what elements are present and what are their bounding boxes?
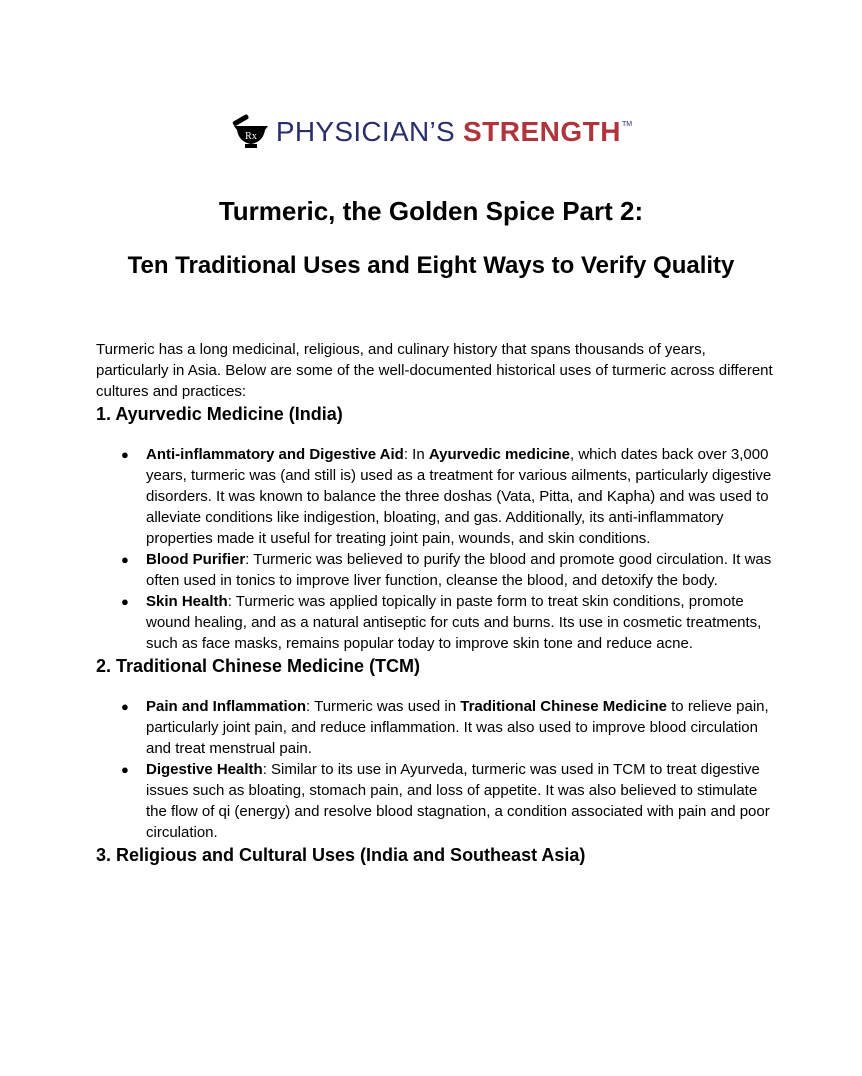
list-item: ● Digestive Health: Similar to its use in Ayurveda, turmeric was used in TCM to treat digestive issues such as bloating, stomach pain, and loss of appetite. It was also believed to stimulate the flow of qi (energy) and resolve blood stagnation, a condition associated with pain and poor circulation. xyxy=(121,761,770,841)
document-title: Turmeric, the Golden Spice Part 2: xyxy=(218,196,644,226)
brand-name-part2: STRENGTH xyxy=(463,116,621,147)
list-item: ● Pain and Inflammation: Turmeric was used in Traditional Chinese Medicine to relieve pain, particularly joint pain, and reduce inflammation. It was also used to improve blood circulation and treat menstrual pain. xyxy=(121,698,769,757)
brand-name-part1: PHYSICIAN’S xyxy=(275,116,455,147)
tcm-uses-list xyxy=(96,696,776,843)
document-subtitle: Ten Traditional Uses and Eight Ways to Verify Quality xyxy=(127,252,735,279)
bullet-icon: ● xyxy=(121,447,129,462)
section-heading-religious: 3. Religious and Cultural Uses (India and Southeast Asia) xyxy=(96,845,586,865)
mortar-pestle-icon xyxy=(230,114,272,150)
list-item: ● Skin Health: Turmeric was applied topically in paste form to treat skin conditions, promote wound healing, and as a natural antiseptic for cuts and burns. Its use in cosmetic treatments, such as face masks, remains popular today to improve skin tone and reduce acne. xyxy=(121,593,762,652)
trademark-mark: TM xyxy=(622,121,633,128)
bullet-icon: ● xyxy=(121,552,129,567)
bullet-icon: ● xyxy=(121,762,129,777)
list-item: ● Anti-inflammatory and Digestive Aid: In Ayurvedic medicine, which dates back over 3,000 years, turmeric was (and still is) used as a treatment for various ailments, particularly digestive disorders. It was known to balance the three doshas (Vata, Pitta, and Kapha) and was used to alleviate conditions like indigestion, bloating, and gas. Additionally, its anti-inflammatory properties made it useful for treating joint pain, wounds, and skin conditions. xyxy=(121,446,772,547)
ayurvedic-uses-list xyxy=(96,444,776,654)
section-heading-tcm: 2. Traditional Chinese Medicine (TCM) xyxy=(96,656,421,676)
svg-text:Rx: Rx xyxy=(245,131,257,142)
brand-logo xyxy=(0,114,862,150)
list-item: ● Blood Purifier: Turmeric was believed to purify the blood and promote good circulation. It was often used in tonics to improve liver function, cleanse the blood, and detoxify the body. xyxy=(121,551,772,589)
bullet-icon: ● xyxy=(121,699,129,714)
intro-paragraph: Turmeric has a long medicinal, religious, and culinary history that spans thousands of years, particularly in Asia. Below are some of the well-documented historical uses of turmeric across different cultures and practices: xyxy=(96,341,773,400)
bullet-icon: ● xyxy=(121,594,129,609)
section-heading-ayurvedic: 1. Ayurvedic Medicine (India) xyxy=(96,404,343,424)
document-body xyxy=(96,339,776,867)
